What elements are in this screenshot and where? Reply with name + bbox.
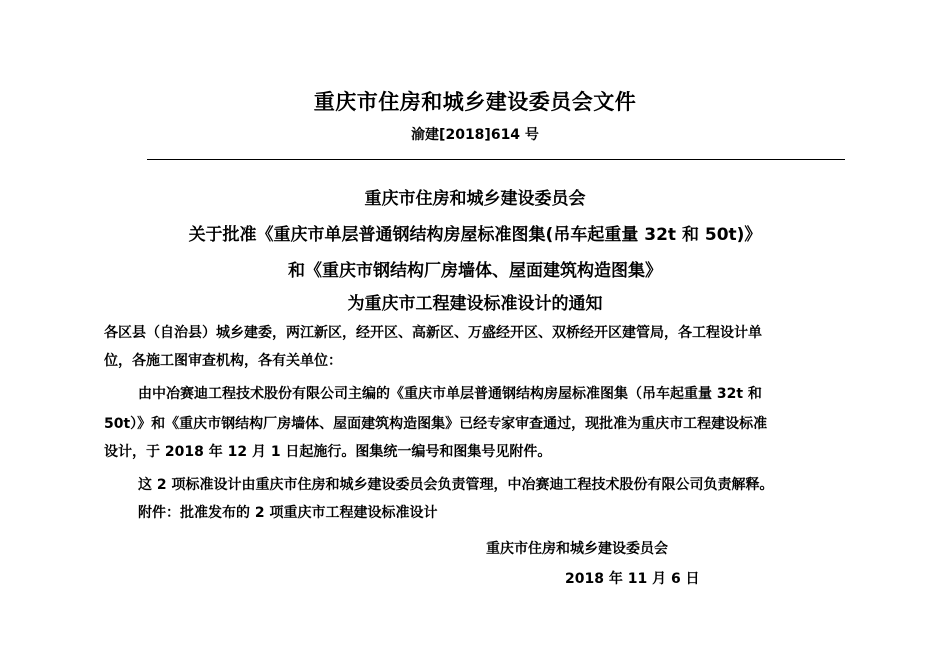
signature-date: 2018 年 11 月 6 日 <box>565 571 700 587</box>
header-divider <box>147 159 845 160</box>
document-header-title: 重庆市住房和城乡建设委员会文件 <box>313 90 637 114</box>
notice-title-line-2: 关于批准《重庆市单层普通钢结构房屋标准图集(吊车起重量 32t 和 50t)》 <box>188 225 762 245</box>
notice-title-line-4: 为重庆市工程建设标准设计的通知 <box>347 294 603 314</box>
signature-organization: 重庆市住房和城乡建设委员会 <box>486 541 668 557</box>
notice-title-line-3: 和《重庆市钢结构厂房墙体、屋面建筑构造图集》 <box>288 261 662 281</box>
attachment-note: 附件：批准发布的 2 项重庆市工程建设标准设计 <box>138 505 438 521</box>
document-number: 渝建[2018]614 号 <box>411 127 539 143</box>
paragraph-2: 这 2 项标准设计由重庆市住房和城乡建设委员会负责管理，中冶赛迪工程技术股份有限公司负责解释。 <box>138 477 774 493</box>
addressee-line-2: 位，各施工图审查机构，各有关单位： <box>104 353 342 369</box>
paragraph-1-line-2: 50t）》和《重庆市钢结构厂房墙体、屋面建筑构造图集》已经专家审查通过，现批准为重庆市工程建设标准 <box>104 416 768 432</box>
paragraph-1-line-1: 由中冶赛迪工程技术股份有限公司主编的《重庆市单层普通钢结构房屋标准图集（吊车起重量 32t 和 <box>138 386 762 402</box>
notice-title-line-1: 重庆市住房和城乡建设委员会 <box>364 189 586 209</box>
paragraph-1-line-3: 设计，于 2018 年 12 月 1 日起施行。图集统一编号和图集号见附件。 <box>104 444 552 460</box>
addressee-line-1: 各区县（自治县）城乡建委，两江新区，经开区、高新区、万盛经开区、双桥经开区建管局，各工程设计单 <box>104 325 762 341</box>
